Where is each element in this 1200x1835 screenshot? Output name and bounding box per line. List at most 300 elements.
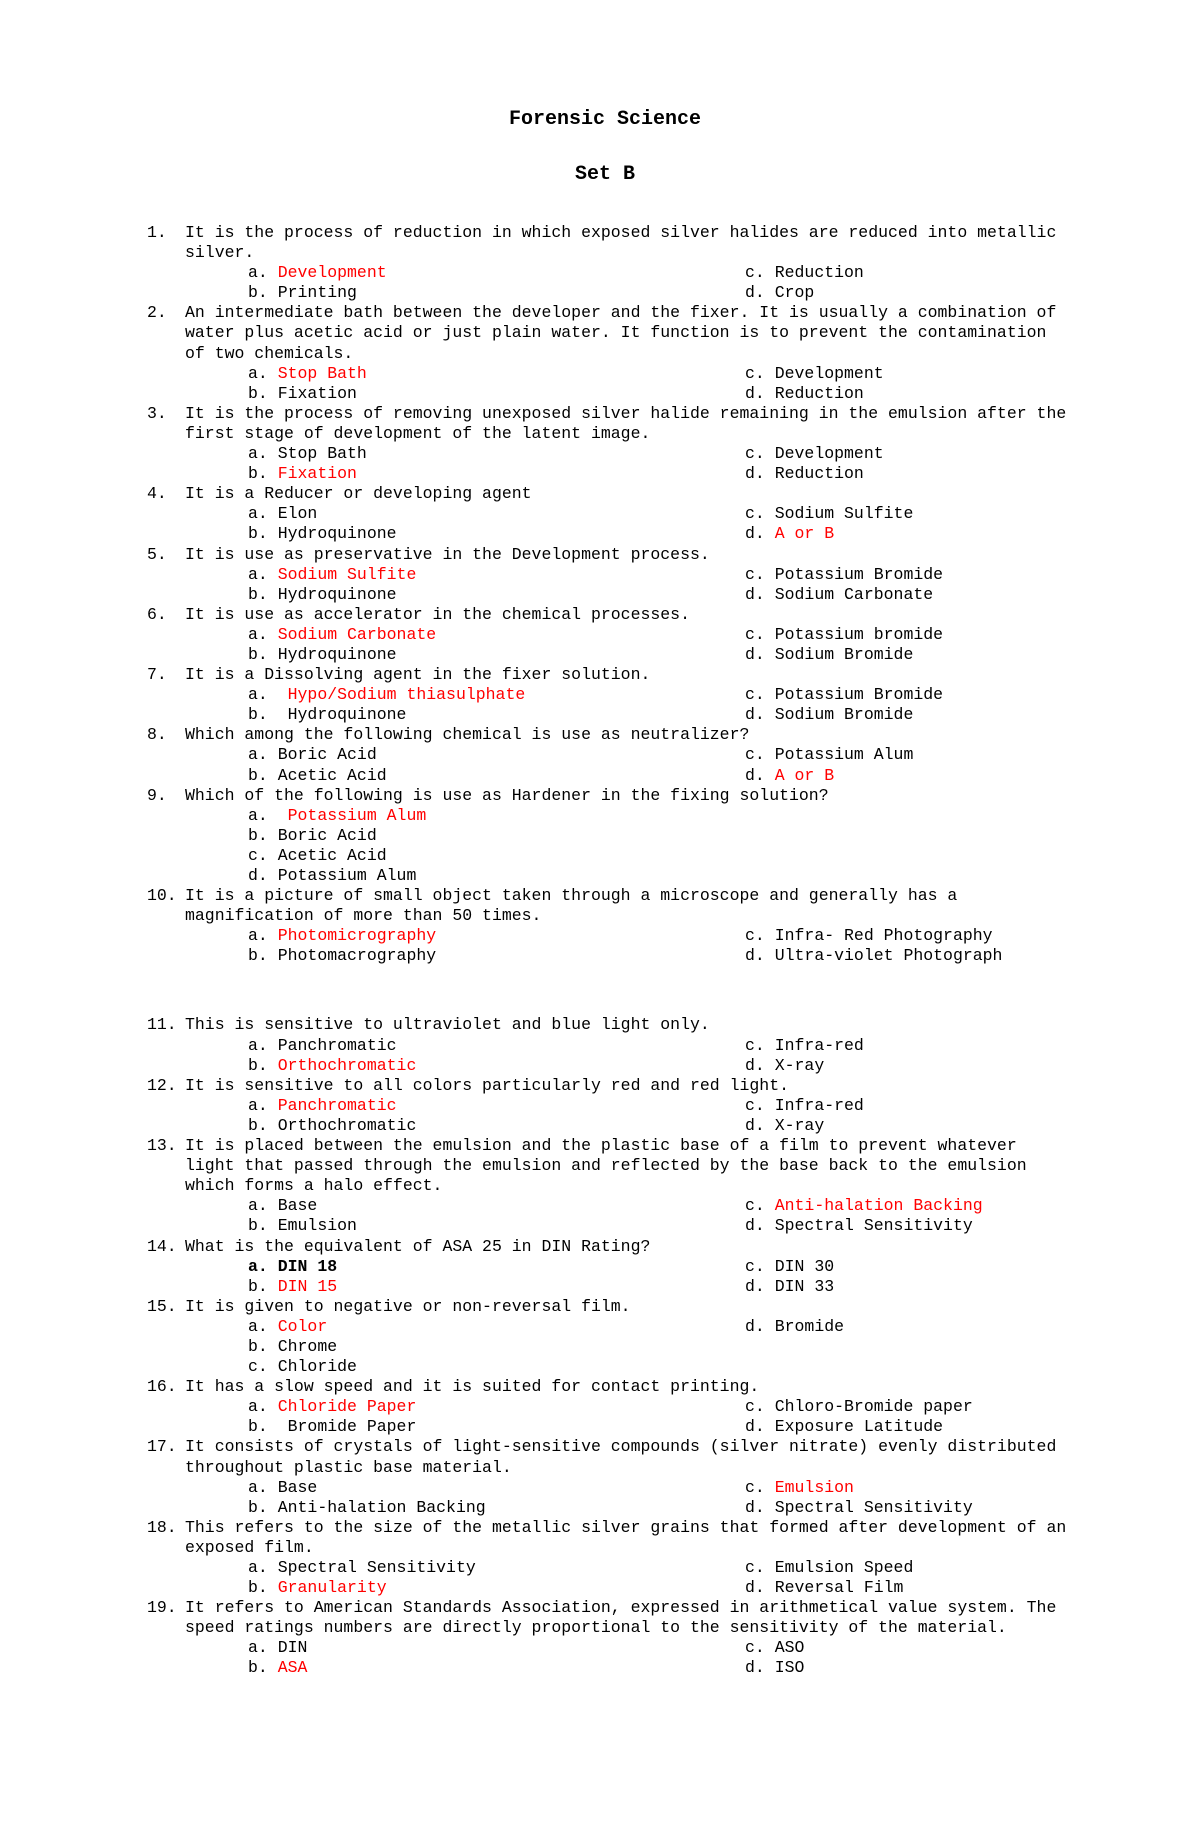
option-letter: c. (745, 1196, 765, 1216)
answer-options (147, 444, 1067, 484)
option-text: Potassium Bromide (774, 564, 944, 584)
option-text: Sodium Bromide (774, 705, 914, 725)
answer-options (147, 625, 1067, 665)
option-letter: c. (745, 624, 765, 644)
question-text: It is a Reducer or developing agent (185, 484, 532, 504)
option-letter: b. (248, 1497, 268, 1517)
question-number: 13. (147, 1136, 177, 1156)
option-letter: c. (745, 745, 765, 765)
answer-options (147, 685, 1067, 725)
answer-options (147, 565, 1067, 605)
question-text: It is use as preservative in the Development process. (185, 544, 710, 564)
answer-options (147, 926, 1067, 966)
answer-option (248, 1498, 745, 1518)
answer-options (147, 1397, 1067, 1437)
answer-option (745, 745, 1005, 765)
answer-options (147, 1478, 1067, 1518)
answer-option (248, 1096, 745, 1116)
answer-option (745, 1317, 1005, 1337)
option-letter: d. (745, 1578, 765, 1598)
correct-answer-text: Color (277, 1316, 328, 1336)
answer-option (745, 504, 1005, 524)
answer-option (248, 685, 745, 705)
question-text: It consists of crystals of light-sensitive compounds (silver nitrate) evenly distributed throughout plastic base material. (185, 1437, 1057, 1477)
option-letter: a. (248, 1095, 268, 1115)
option-letter: c. (248, 845, 268, 865)
answer-option (248, 1397, 745, 1417)
option-letter: d. (745, 283, 765, 303)
answer-options (147, 504, 1067, 544)
option-letter: c. (745, 564, 765, 584)
option-letter: c. (745, 504, 765, 524)
option-letter: a. (248, 1558, 268, 1577)
question-number: 12. (147, 1075, 177, 1095)
correct-answer-text: Emulsion (774, 1477, 854, 1497)
option-text: Orthochromatic (277, 1115, 417, 1135)
answer-option (248, 384, 745, 404)
question-text: It has a slow speed and it is suited for contact printing. (185, 1377, 760, 1397)
question-stem (147, 1136, 1067, 1196)
question-item (147, 1598, 1067, 1678)
answer-option (248, 1578, 745, 1598)
answer-option (745, 1216, 1005, 1236)
option-text: Printing (277, 283, 357, 303)
option-text: Crop (774, 283, 815, 303)
question-text: This refers to the size of the metallic silver grains that formed after development of an exposed film. (185, 1517, 1067, 1557)
answer-option (745, 1116, 1005, 1136)
option-text: Photomacrography (277, 946, 437, 966)
answer-option (745, 1417, 1005, 1437)
option-text: Elon (277, 504, 318, 524)
answer-option (248, 1317, 745, 1337)
option-letter: d. (745, 644, 765, 664)
answer-options (147, 1096, 1067, 1136)
option-letter: c. (248, 1357, 268, 1377)
answer-option (745, 766, 1005, 786)
question-stem (147, 1076, 1067, 1096)
answer-option (248, 1658, 745, 1678)
question-item (147, 1015, 1067, 1075)
question-number: 10. (147, 886, 177, 906)
option-letter: a. (248, 745, 268, 765)
option-text: Hydroquinone (277, 524, 397, 544)
answer-option (248, 464, 745, 484)
question-item (147, 223, 1067, 303)
answer-option (745, 1056, 1005, 1076)
question-number: 19. (147, 1598, 177, 1618)
answer-option (248, 1277, 745, 1297)
answer-option (248, 806, 745, 826)
answer-option (248, 866, 745, 886)
option-text: Boric Acid (277, 745, 377, 765)
option-text: Development (774, 363, 884, 383)
option-letter: b. (248, 1115, 268, 1135)
option-text: Hydroquinone (277, 584, 397, 604)
option-letter: a. (248, 1638, 268, 1658)
correct-answer-text: ASA (277, 1658, 308, 1678)
option-text: Hydroquinone (277, 644, 397, 664)
question-text: It is use as accelerator in the chemical processes. (185, 604, 690, 624)
option-text: Emulsion Speed (774, 1558, 914, 1577)
option-letter: d. (745, 464, 765, 484)
answer-option (745, 464, 1005, 484)
option-letter: b. (248, 1417, 268, 1437)
question-number: 5. (147, 544, 167, 564)
answer-options (147, 263, 1067, 303)
question-stem (147, 223, 1067, 263)
option-letter: a. (248, 1397, 268, 1417)
answer-option (248, 926, 745, 946)
option-letter: c. (745, 363, 765, 383)
question-item (147, 1437, 1067, 1517)
answer-option (248, 524, 745, 544)
answer-option (248, 1116, 745, 1136)
answer-option (248, 364, 745, 384)
answer-option (248, 826, 745, 846)
question-number: 7. (147, 665, 167, 685)
option-letter: c. (745, 444, 765, 464)
answer-option (745, 1096, 1005, 1116)
question-number: 18. (147, 1517, 177, 1537)
answer-options (147, 745, 1067, 785)
answer-option (745, 524, 1005, 544)
option-letter: d. (745, 584, 765, 604)
option-text: Reduction (774, 263, 864, 283)
answer-option (745, 1196, 1005, 1216)
option-letter: c. (745, 1397, 765, 1417)
question-text: This is sensitive to ultraviolet and blue light only. (185, 1015, 710, 1035)
answer-option (248, 745, 745, 765)
option-letter: a. (248, 564, 268, 584)
question-number: 8. (147, 725, 167, 745)
option-letter: b. (248, 1276, 268, 1296)
option-text: X-ray (774, 1055, 825, 1075)
option-text: Stop Bath (277, 444, 367, 464)
option-letter: a. (248, 263, 268, 283)
question-text: It is the process of reduction in which exposed silver halides are reduced into metallic silver. (185, 223, 1057, 263)
option-letter: b. (248, 1336, 268, 1356)
question-item (147, 1237, 1067, 1297)
option-letter: d. (745, 1055, 765, 1075)
question-stem (147, 605, 1067, 625)
answer-option (745, 685, 1005, 705)
option-letter: d. (745, 1497, 765, 1517)
option-letter: a. (248, 926, 268, 946)
answer-option (745, 1036, 1005, 1056)
answer-option (248, 1216, 745, 1236)
option-letter: a. (248, 1256, 268, 1276)
correct-answer-text: Anti-halation Backing (774, 1196, 983, 1216)
answer-option (745, 946, 1005, 966)
option-letter: c. (745, 1638, 765, 1658)
option-letter: d. (745, 705, 765, 725)
answer-option (248, 846, 745, 866)
answer-option (248, 565, 745, 585)
question-stem (147, 786, 1067, 806)
question-stem (147, 484, 1067, 504)
option-letter: b. (248, 946, 268, 966)
option-letter: a. (248, 363, 268, 383)
correct-answer-text: Granularity (277, 1578, 387, 1598)
option-text: Fixation (277, 383, 357, 403)
option-letter: d. (745, 1316, 765, 1336)
option-text: Chloride (277, 1357, 357, 1377)
question-stem (147, 725, 1067, 745)
option-letter: a. (248, 1196, 268, 1216)
question-number: 16. (147, 1377, 177, 1397)
answer-option (248, 766, 745, 786)
answer-option (248, 444, 745, 464)
answer-option (745, 283, 1005, 303)
option-text: Infra- Red Photography (774, 926, 993, 946)
question-number: 9. (147, 785, 167, 805)
correct-answer-text: Photomicrography (277, 926, 437, 946)
question-item (147, 1377, 1067, 1437)
correct-answer-text: Stop Bath (277, 363, 367, 383)
option-text: DIN 18 (277, 1256, 338, 1276)
option-text: Sodium Bromide (774, 644, 914, 664)
question-stem (147, 1237, 1067, 1257)
question-stem (147, 303, 1067, 363)
answer-option (248, 1357, 745, 1377)
answer-options (147, 1317, 1067, 1377)
option-text: Base (277, 1196, 318, 1216)
answer-option (745, 645, 1005, 665)
question-stem (147, 1437, 1067, 1477)
question-stem (147, 1377, 1067, 1397)
option-text: Bromide (774, 1316, 845, 1336)
option-text: Emulsion (277, 1216, 357, 1236)
correct-answer-text: A or B (774, 524, 835, 544)
question-item (147, 786, 1067, 886)
option-text: Sodium Sulfite (774, 504, 914, 524)
correct-answer-text: Hypo/Sodium thiasulphate (277, 685, 526, 705)
option-letter: c. (745, 926, 765, 946)
option-text: Reduction (774, 464, 864, 484)
option-text: Spectral Sensitivity (774, 1216, 973, 1236)
question-number: 3. (147, 403, 167, 423)
option-text: Exposure Latitude (774, 1417, 944, 1437)
correct-answer-text: Panchromatic (277, 1095, 397, 1115)
question-stem (147, 886, 1067, 926)
question-number: 2. (147, 303, 167, 323)
option-letter: b. (248, 383, 268, 403)
option-text: Development (774, 444, 884, 464)
option-letter: b. (248, 1216, 268, 1236)
option-letter: b. (248, 283, 268, 303)
option-letter: b. (248, 1658, 268, 1678)
answer-option (745, 1658, 1005, 1678)
option-text: Spectral Sensitivity (774, 1497, 973, 1517)
correct-answer-text: Orthochromatic (277, 1055, 417, 1075)
option-letter: c. (745, 1256, 765, 1276)
answer-option (745, 444, 1005, 464)
option-text: DIN 30 (774, 1256, 835, 1276)
answer-option (745, 384, 1005, 404)
question-item (147, 725, 1067, 785)
option-letter: d. (248, 866, 268, 885)
option-letter: c. (745, 685, 765, 705)
option-letter: c. (745, 1477, 765, 1497)
answer-options (147, 1257, 1067, 1297)
question-item (147, 545, 1067, 605)
option-letter: b. (248, 765, 268, 785)
page-title: Forensic Science (508, 108, 702, 131)
answer-option (745, 1277, 1005, 1297)
question-item (147, 404, 1067, 484)
option-text: X-ray (774, 1115, 825, 1135)
answer-option (248, 705, 745, 725)
question-stem (147, 1015, 1067, 1035)
option-text: Acetic Acid (277, 845, 387, 865)
question-number: 15. (147, 1296, 177, 1316)
answer-option (745, 1638, 1005, 1658)
answer-option (745, 1558, 1005, 1578)
option-letter: c. (745, 1095, 765, 1115)
answer-option (248, 1196, 745, 1216)
option-letter: d. (745, 524, 765, 544)
option-text: Spectral Sensitivity (277, 1558, 476, 1577)
option-text: ISO (774, 1658, 805, 1678)
question-item (147, 484, 1067, 544)
option-text: Hydroquinone (277, 705, 407, 725)
answer-option (745, 1498, 1005, 1518)
question-list (147, 223, 1067, 1679)
question-text: It is sensitive to all colors particularly red and red light. (185, 1075, 789, 1095)
option-text: Boric Acid (277, 825, 377, 845)
question-item (147, 605, 1067, 665)
question-number: 6. (147, 604, 167, 624)
question-item (147, 303, 1067, 403)
question-stem (147, 665, 1067, 685)
question-number: 1. (147, 223, 167, 242)
page-subtitle: Set B (574, 163, 635, 186)
answer-option (745, 1257, 1005, 1277)
option-spacer (745, 1337, 1005, 1357)
answer-options (147, 1638, 1067, 1678)
answer-options (147, 1558, 1067, 1598)
option-text: Panchromatic (277, 1035, 397, 1055)
question-number: 17. (147, 1437, 177, 1457)
correct-answer-text: DIN 15 (277, 1276, 338, 1296)
option-letter: a. (248, 444, 268, 464)
option-text: Potassium Alum (774, 745, 914, 765)
question-item (147, 665, 1067, 725)
answer-option (248, 263, 745, 283)
option-text: Reversal Film (774, 1578, 904, 1598)
answer-option (248, 1478, 745, 1498)
answer-option (248, 504, 745, 524)
option-letter: b. (248, 1055, 268, 1075)
question-text: Which of the following is use as Hardener in the fixing solution? (185, 785, 829, 805)
option-letter: b. (248, 644, 268, 664)
question-text: It is the process of removing unexposed silver halide remaining in the emulsion after the first stage of development of the latent image. (185, 403, 1067, 443)
question-text: It is a Dissolving agent in the fixer solution. (185, 665, 651, 685)
answer-option (745, 263, 1005, 283)
option-text: Potassium bromide (774, 624, 944, 644)
question-stem (147, 1598, 1067, 1638)
answer-option (248, 1558, 745, 1578)
option-text: Ultra-violet Photograph (774, 946, 1003, 966)
question-number: 4. (147, 484, 167, 504)
answer-option (248, 283, 745, 303)
question-stem (147, 545, 1067, 565)
question-stem (147, 404, 1067, 444)
option-letter: a. (248, 504, 268, 524)
question-item (147, 1297, 1067, 1377)
option-letter: a. (248, 1477, 268, 1497)
correct-answer-text: Chloride Paper (277, 1397, 417, 1417)
option-letter: b. (248, 524, 268, 544)
answer-option (745, 625, 1005, 645)
question-text: Which among the following chemical is use as neutralizer? (185, 725, 750, 745)
question-text: It is given to negative or non-reversal film. (185, 1296, 631, 1316)
question-stem (147, 1297, 1067, 1317)
option-text: Chrome (277, 1336, 338, 1356)
option-text: Bromide Paper (277, 1417, 417, 1437)
option-letter: d. (745, 1216, 765, 1236)
option-letter: a. (248, 624, 268, 644)
answer-option (745, 1397, 1005, 1417)
option-letter: c. (745, 1558, 765, 1577)
answer-option (248, 1337, 745, 1357)
answer-options (147, 1036, 1067, 1076)
option-text: Infra-red (774, 1035, 864, 1055)
answer-option (745, 705, 1005, 725)
correct-answer-text: Potassium Alum (277, 805, 427, 825)
correct-answer-text: Sodium Sulfite (277, 564, 417, 584)
question-item (147, 1136, 1067, 1236)
answer-option (745, 364, 1005, 384)
option-letter: d. (745, 1658, 765, 1678)
correct-answer-text: A or B (774, 765, 835, 785)
option-letter: d. (745, 765, 765, 785)
option-letter: b. (248, 825, 268, 845)
option-text: Potassium Alum (277, 866, 417, 885)
answer-option (745, 1478, 1005, 1498)
question-stem (147, 1518, 1067, 1558)
option-letter: c. (745, 1035, 765, 1055)
answer-option (248, 625, 745, 645)
correct-answer-text: Development (277, 263, 387, 283)
option-letter: d. (745, 383, 765, 403)
answer-option (248, 585, 745, 605)
correct-answer-text: Fixation (277, 464, 357, 484)
option-letter: d. (745, 946, 765, 966)
option-text: Base (277, 1477, 318, 1497)
question-number: 11. (147, 1015, 177, 1035)
option-text: ASO (774, 1638, 805, 1658)
answer-option (248, 946, 745, 966)
answer-options (147, 806, 1067, 886)
option-letter: a. (248, 805, 268, 825)
option-letter: a. (248, 685, 268, 705)
option-letter: b. (248, 464, 268, 484)
question-text: It is a picture of small object taken through a microscope and generally has a magnification of more than 50 times. (185, 886, 958, 926)
option-text: Acetic Acid (277, 765, 387, 785)
answer-option (248, 1056, 745, 1076)
question-item (147, 1518, 1067, 1598)
answer-option (745, 1578, 1005, 1598)
question-number: 14. (147, 1236, 177, 1256)
answer-option (248, 1417, 745, 1437)
answer-options (147, 364, 1067, 404)
correct-answer-text: Sodium Carbonate (277, 624, 437, 644)
option-text: DIN (277, 1638, 308, 1658)
option-letter: b. (248, 705, 268, 725)
question-text: An intermediate bath between the developer and the fixer. It is usually a combination of water plus acetic acid or just plain water. It function is to prevent the contamination of two chemicals. (185, 303, 1057, 363)
answer-option (745, 565, 1005, 585)
